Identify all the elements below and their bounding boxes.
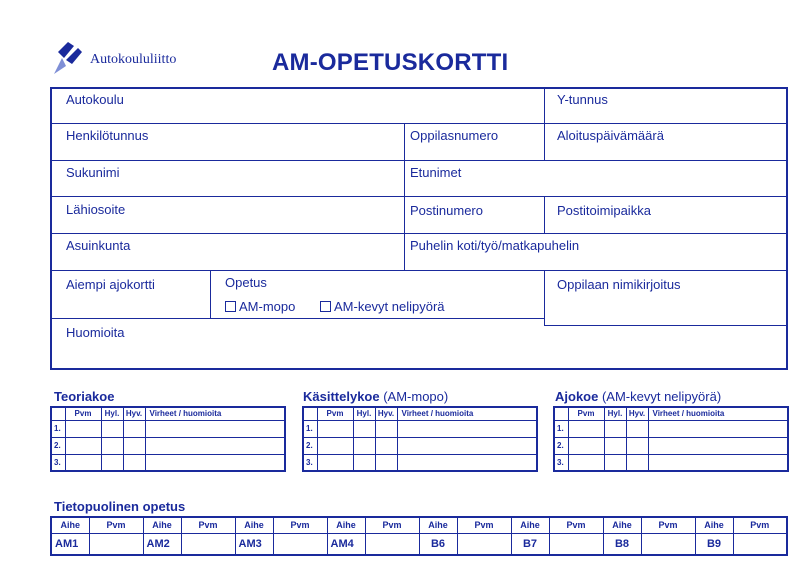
form-divider: [51, 270, 787, 271]
logo-text: Autokoululiitto: [90, 52, 177, 67]
pvm-cell[interactable]: [365, 533, 419, 555]
virheet-cell[interactable]: [397, 437, 537, 454]
kasittelykoe-subtitle: (AM-mopo): [383, 389, 449, 404]
aihe-cell: B9: [695, 533, 733, 555]
form-divider: [51, 318, 544, 319]
row-number: 3.: [303, 454, 317, 471]
page-title: AM-OPETUSKORTTI: [272, 49, 509, 76]
pvm-header: Pvm: [641, 517, 695, 533]
pvm-cell[interactable]: [317, 454, 353, 471]
pvm-cell[interactable]: [457, 533, 511, 555]
pvm-header: Pvm: [568, 407, 604, 420]
form-divider: [210, 271, 211, 318]
form-divider: [544, 88, 545, 124]
pvm-header: Pvm: [457, 517, 511, 533]
hyv-cell[interactable]: [375, 437, 397, 454]
hyl-cell[interactable]: [101, 437, 123, 454]
asuinkunta-label: Asuinkunta: [66, 238, 131, 253]
hyv-cell[interactable]: [123, 420, 145, 437]
form-divider: [544, 325, 787, 326]
form-divider: [544, 271, 545, 326]
aihe-header: Aihe: [419, 517, 457, 533]
pvm-cell[interactable]: [89, 533, 143, 555]
opetus-label: Opetus: [225, 275, 267, 290]
logo: [52, 38, 88, 78]
teoriakoe-title: Teoriakoe: [54, 389, 115, 404]
form-divider: [51, 196, 787, 197]
virheet-header: Virheet / huomioita: [397, 407, 537, 420]
am-kevyt-label: AM-kevyt nelipyörä: [334, 299, 445, 314]
pvm-cell[interactable]: [568, 437, 604, 454]
form-divider: [544, 124, 545, 160]
aihe-header: Aihe: [695, 517, 733, 533]
am-mopo-checkbox[interactable]: [225, 301, 236, 312]
pvm-cell[interactable]: [549, 533, 603, 555]
hyl-header: Hyl.: [604, 407, 626, 420]
aloituspaivamaara-label: Aloituspäivämäärä: [557, 128, 664, 143]
hyl-cell[interactable]: [353, 420, 375, 437]
pvm-cell[interactable]: [568, 454, 604, 471]
aihe-cell: B6: [419, 533, 457, 555]
pvm-header: Pvm: [181, 517, 235, 533]
am-mopo-option[interactable]: [225, 299, 295, 314]
am-kevyt-checkbox[interactable]: [320, 301, 331, 312]
virheet-cell[interactable]: [145, 420, 285, 437]
postinumero-label: Postinumero: [410, 203, 483, 218]
hyv-header: Hyv.: [626, 407, 648, 420]
hyv-cell[interactable]: [375, 454, 397, 471]
aihe-cell: B7: [511, 533, 549, 555]
puhelin-label: Puhelin koti/työ/matkapuhelin: [410, 238, 580, 253]
aiempi-ajokortti-label: Aiempi ajokortti: [66, 277, 155, 292]
hyl-cell[interactable]: [604, 454, 626, 471]
pvm-header: Pvm: [89, 517, 143, 533]
form-divider: [544, 197, 545, 233]
hyl-cell[interactable]: [353, 454, 375, 471]
hyv-cell[interactable]: [123, 437, 145, 454]
row-number: 3.: [554, 454, 568, 471]
pvm-cell[interactable]: [733, 533, 787, 555]
hyl-header: Hyl.: [353, 407, 375, 420]
hyv-header: Hyv.: [375, 407, 397, 420]
pvm-header: Pvm: [317, 407, 353, 420]
am-mopo-label: AM-mopo: [239, 299, 296, 314]
tietopuolinen-table: [50, 516, 788, 556]
pvm-header: Pvm: [65, 407, 101, 420]
aihe-cell: AM4: [327, 533, 365, 555]
aihe-header: Aihe: [603, 517, 641, 533]
hyl-cell[interactable]: [101, 420, 123, 437]
ajokoe-table: [553, 406, 789, 472]
hyl-cell[interactable]: [604, 420, 626, 437]
oppilasnumero-label: Oppilasnumero: [410, 128, 499, 143]
virheet-header: Virheet / huomioita: [145, 407, 285, 420]
logo-icon: [52, 38, 88, 78]
autokoulu-label: Autokoulu: [66, 92, 124, 107]
kasittelykoe-title: Käsittelykoe (AM-mopo): [303, 389, 449, 404]
row-number: 2.: [303, 437, 317, 454]
pvm-cell[interactable]: [65, 454, 101, 471]
henkilotunnus-label: Henkilötunnus: [66, 128, 149, 143]
hyv-cell[interactable]: [626, 454, 648, 471]
pvm-header: Pvm: [733, 517, 787, 533]
hyv-cell[interactable]: [626, 437, 648, 454]
hyl-cell[interactable]: [604, 437, 626, 454]
row-number: 2.: [554, 437, 568, 454]
hyv-cell[interactable]: [375, 420, 397, 437]
virheet-cell[interactable]: [145, 437, 285, 454]
ytunnus-label: Y-tunnus: [557, 92, 608, 107]
hyv-cell[interactable]: [123, 454, 145, 471]
hyl-header: Hyl.: [101, 407, 123, 420]
pvm-header: Pvm: [273, 517, 327, 533]
etunimet-label: Etunimet: [410, 165, 462, 180]
aihe-header: Aihe: [51, 517, 89, 533]
aihe-header: Aihe: [511, 517, 549, 533]
pvm-cell[interactable]: [273, 533, 327, 555]
virheet-cell[interactable]: [648, 437, 788, 454]
hyl-cell[interactable]: [353, 437, 375, 454]
huomioita-label: Huomioita: [66, 325, 125, 340]
postitoimipaikka-label: Postitoimipaikka: [557, 203, 651, 218]
hyv-cell[interactable]: [626, 420, 648, 437]
aihe-cell: AM1: [51, 533, 89, 555]
hyl-cell[interactable]: [101, 454, 123, 471]
row-number: 1.: [51, 420, 65, 437]
ajokoe-title: Ajokoe (AM-kevyt nelipyörä): [555, 389, 722, 404]
am-kevyt-option[interactable]: [320, 299, 445, 314]
aihe-cell: AM2: [143, 533, 181, 555]
pvm-cell[interactable]: [65, 437, 101, 454]
pvm-cell[interactable]: [181, 533, 235, 555]
pvm-header: Pvm: [365, 517, 419, 533]
aihe-header: Aihe: [327, 517, 365, 533]
aihe-cell: AM3: [235, 533, 273, 555]
teoriakoe-table: [50, 406, 286, 472]
virheet-cell[interactable]: [397, 454, 537, 471]
row-number: 3.: [51, 454, 65, 471]
pvm-cell[interactable]: [641, 533, 695, 555]
virheet-cell[interactable]: [648, 454, 788, 471]
aihe-header: Aihe: [143, 517, 181, 533]
form-divider: [51, 233, 787, 234]
row-number: 2.: [51, 437, 65, 454]
kasittelykoe-table: [302, 406, 538, 472]
virheet-header: Virheet / huomioita: [648, 407, 788, 420]
pvm-cell[interactable]: [317, 420, 353, 437]
tietopuolinen-body-row: [51, 533, 787, 555]
hyv-header: Hyv.: [123, 407, 145, 420]
row-number: 1.: [303, 420, 317, 437]
lahiosoite-label: Lähiosoite: [66, 202, 126, 217]
aihe-cell: B8: [603, 533, 641, 555]
sukunimi-label: Sukunimi: [66, 165, 120, 180]
virheet-cell[interactable]: [397, 420, 537, 437]
form-divider: [404, 124, 405, 270]
pvm-cell[interactable]: [317, 437, 353, 454]
ajokoe-subtitle: (AM-kevyt nelipyörä): [601, 389, 722, 404]
pvm-cell[interactable]: [568, 420, 604, 437]
pvm-header: Pvm: [549, 517, 603, 533]
virheet-cell[interactable]: [648, 420, 788, 437]
nimikirjoitus-label: Oppilaan nimikirjoitus: [557, 277, 681, 292]
form-divider: [51, 123, 787, 124]
aihe-header: Aihe: [235, 517, 273, 533]
row-number: 1.: [554, 420, 568, 437]
tietopuolinen-header-row: [51, 517, 787, 533]
tietopuolinen-title: Tietopuolinen opetus: [54, 499, 186, 514]
pvm-cell[interactable]: [65, 420, 101, 437]
virheet-cell[interactable]: [145, 454, 285, 471]
form-divider: [51, 160, 787, 161]
